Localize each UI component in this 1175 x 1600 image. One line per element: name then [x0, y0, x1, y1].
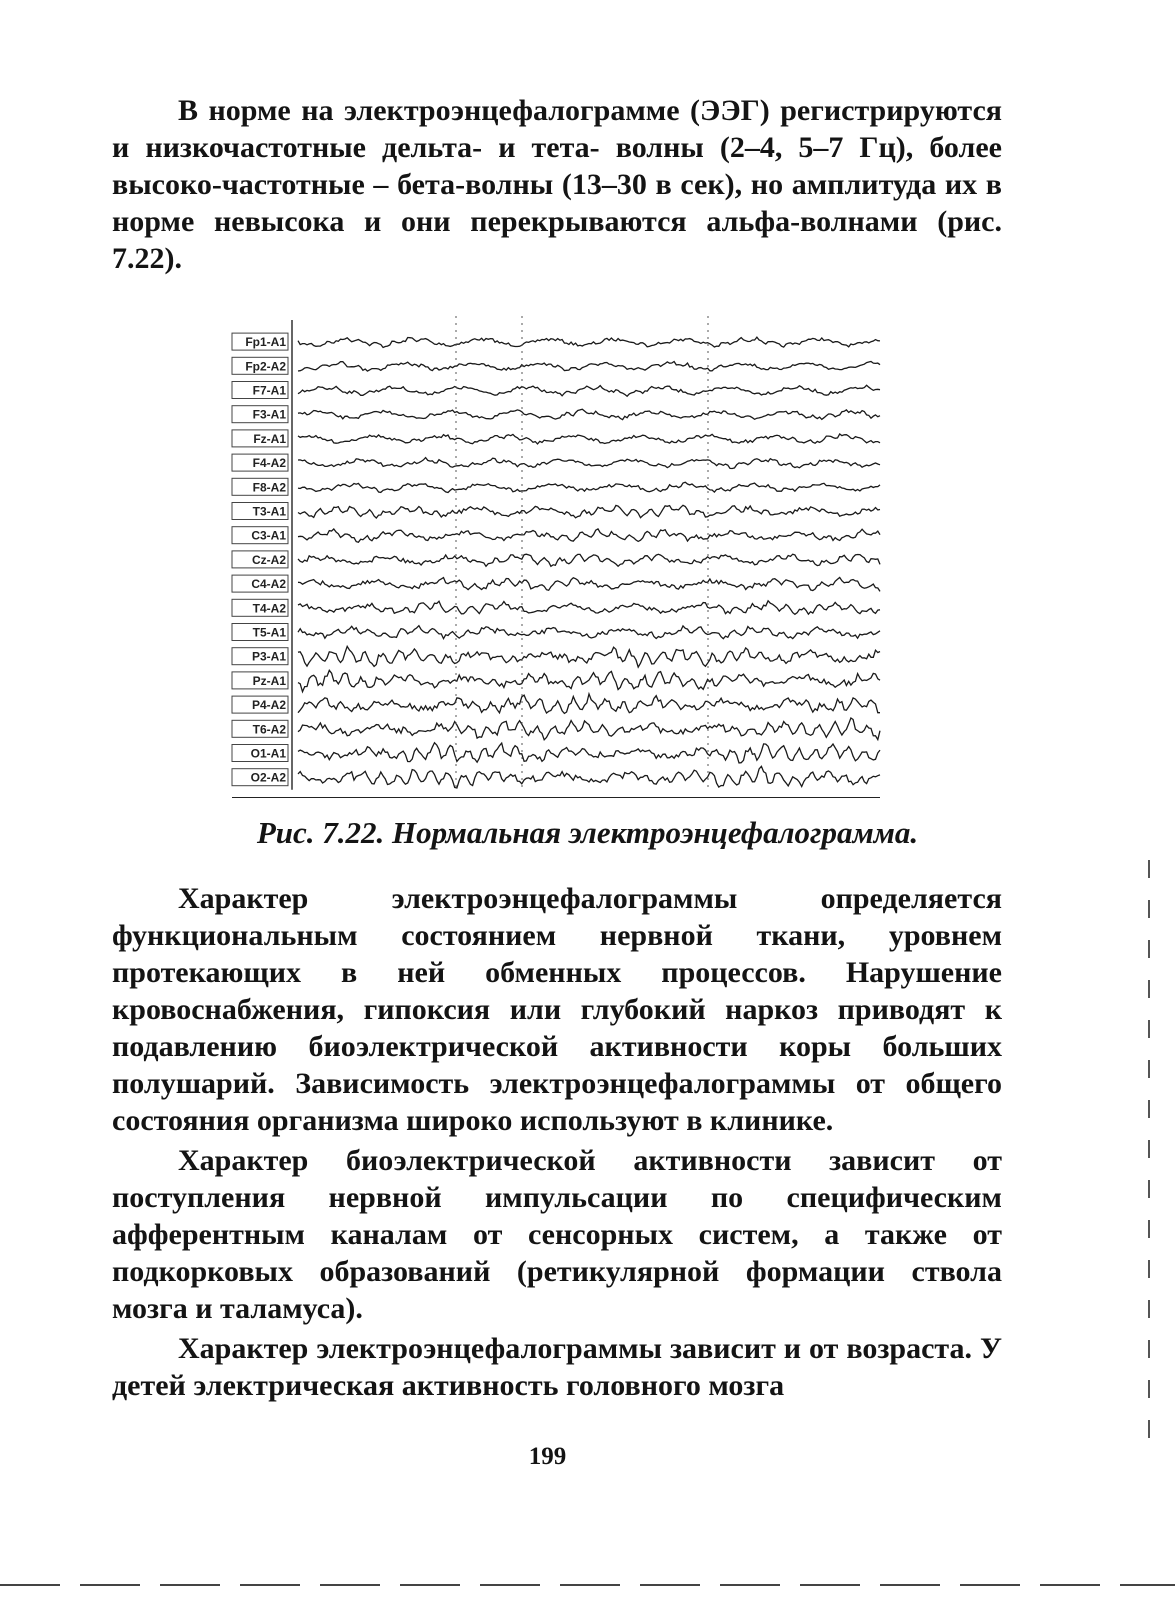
channel-label: Cz-A2 — [251, 552, 286, 567]
channel-label: F8-A2 — [252, 480, 286, 495]
channel-label: T5-A1 — [252, 625, 286, 640]
eeg-trace — [298, 529, 880, 542]
eeg-trace — [298, 694, 880, 714]
channel-label: Fz-A1 — [253, 431, 286, 446]
eeg-trace — [298, 718, 880, 740]
scan-edge-right — [1148, 860, 1150, 1440]
channel-label: F3-A1 — [252, 407, 286, 422]
eeg-trace — [298, 554, 880, 566]
paragraph-eeg-age: Характер электроэнцефалограммы зависит и от возраста. У детей электрическая активность головного мозга — [112, 1332, 1002, 1402]
eeg-trace — [298, 626, 880, 639]
paragraph-eeg-state: Характер электроэнцефалограммы определяется функциональным состоянием нервной ткани, уровнем протекающих в ней обменных процессов. Нарушение кровоснабжения, гипоксия или глубокий наркоз приводят к подавлению биоэлектрической активности коры больших полушарий. Зависимость электроэнцефалограммы от общего состояния организма широко используют в клинике. — [112, 882, 1002, 1137]
eeg-trace — [298, 458, 880, 469]
eeg-trace — [298, 505, 880, 518]
channel-label: F7-A1 — [252, 383, 286, 398]
channel-label: Fp2-A2 — [245, 359, 286, 374]
eeg-trace — [298, 766, 880, 788]
eeg-trace — [298, 337, 880, 347]
channel-label: O2-A2 — [250, 770, 286, 785]
eeg-trace — [298, 601, 880, 615]
eeg-figure — [228, 312, 888, 798]
eeg-trace — [298, 362, 880, 372]
eeg-trace — [298, 743, 880, 763]
eeg-trace — [298, 646, 880, 667]
eeg-trace — [298, 670, 880, 691]
channel-label: O1-A1 — [250, 746, 286, 761]
page-number: 199 — [528, 1443, 567, 1470]
eeg-trace — [298, 409, 880, 419]
channel-label: T4-A2 — [252, 601, 286, 616]
channel-label: T6-A2 — [252, 722, 286, 737]
eeg-trace — [298, 482, 880, 492]
channel-label: C3-A1 — [251, 528, 286, 543]
channel-label: P3-A1 — [251, 649, 286, 664]
paragraph-bioelectric-activity: Характер биоэлектрической активности зависит от поступления нервной импульсации по специфическим афферентным каналам от сенсорных систем, а также от подкорковых образований (ретикулярной формации ствола мозга и таламуса). — [112, 1144, 1002, 1325]
paragraph-eeg-rhythms: В норме на электроэнцефалограмме (ЭЭГ) регистрируются и низкочастотные дельта- и тета- волны (2–4, 5–7 Гц), более высоко-частотные – бета-волны (13–30 в сек), но амплитуда их в норме невысока и они перекрываются альфа-волнами (рис. 7.22). — [112, 94, 1002, 275]
eeg-trace — [298, 385, 880, 396]
channel-label: Pz-A1 — [252, 673, 286, 688]
channel-label: Fp1-A1 — [245, 335, 286, 350]
eeg-trace — [298, 434, 880, 444]
eeg-traces — [228, 312, 888, 798]
eeg-trace — [298, 578, 880, 592]
channel-label: F4-A2 — [252, 456, 286, 471]
channel-label: C4-A2 — [251, 577, 286, 592]
channel-label: T3-A1 — [252, 504, 286, 519]
scan-edge-bottom — [0, 1584, 1175, 1586]
figure-caption: Рис. 7.22. Нормальная электроэнцефалограмма. — [256, 815, 919, 850]
channel-label: P4-A2 — [251, 698, 286, 713]
